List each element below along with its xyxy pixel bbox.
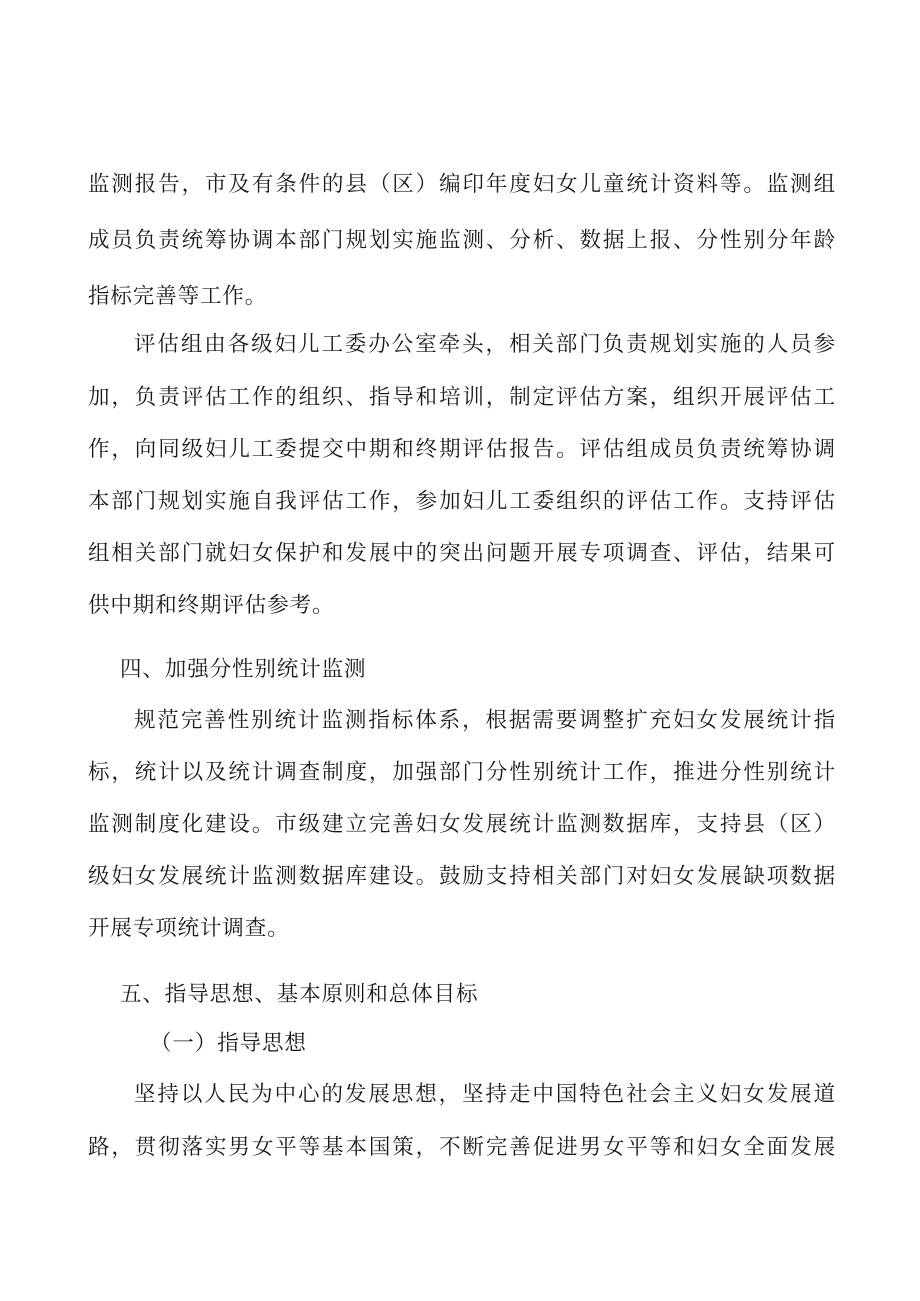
paragraph-line: 加，负责评估工作的组织、指导和培训，制定评估方案，组织开展评估工 xyxy=(88,385,836,410)
paragraph-line: 本部门规划实施自我评估工作，参加妇儿工委组织的评估工作。支持评估 xyxy=(88,489,836,514)
paragraph-line: 开展专项统计调查。 xyxy=(88,916,290,941)
section-heading: 五、指导思想、基本原则和总体目标 xyxy=(120,982,479,1007)
paragraph-line: 规范完善性别统计监测指标体系，根据需要调整扩充妇女发展统计指 xyxy=(134,708,836,733)
section-heading: 四、加强分性别统计监测 xyxy=(120,657,367,682)
paragraph-line: 指标完善等工作。 xyxy=(88,284,268,309)
paragraph-line: 组相关部门就妇女保护和发展中的突出问题开展专项调查、评估，结果可 xyxy=(88,541,836,566)
subsection-heading: （一）指导思想 xyxy=(150,1031,307,1056)
paragraph-line: 成员负责统筹协调本部门规划实施监测、分析、数据上报、分性别分年龄 xyxy=(88,228,836,253)
paragraph-line: 监测制度化建设。市级建立完善妇女发展统计监测数据库，支持县（区） xyxy=(88,812,836,837)
paragraph-line: 作，向同级妇儿工委提交中期和终期评估报告。评估组成员负责统筹协调 xyxy=(88,437,836,462)
paragraph-line: 供中期和终期评估参考。 xyxy=(88,593,335,618)
paragraph-line: 评估组由各级妇儿工委办公室牵头，相关部门负责规划实施的人员参 xyxy=(134,332,836,357)
paragraph-line: 级妇女发展统计监测数据库建设。鼓励支持相关部门对妇女发展缺项数据 xyxy=(88,864,836,889)
paragraph-line: 标，统计以及统计调查制度，加强部门分性别统计工作，推进分性别统计 xyxy=(88,760,836,785)
paragraph-line: 监测报告，市及有条件的县（区）编印年度妇女儿童统计资料等。监测组 xyxy=(88,172,836,197)
paragraph-line: 路，贯彻落实男女平等基本国策，不断完善促进男女平等和妇女全面发展 xyxy=(88,1135,836,1160)
paragraph-line: 坚持以人民为中心的发展思想，坚持走中国特色社会主义妇女发展道 xyxy=(134,1082,836,1107)
